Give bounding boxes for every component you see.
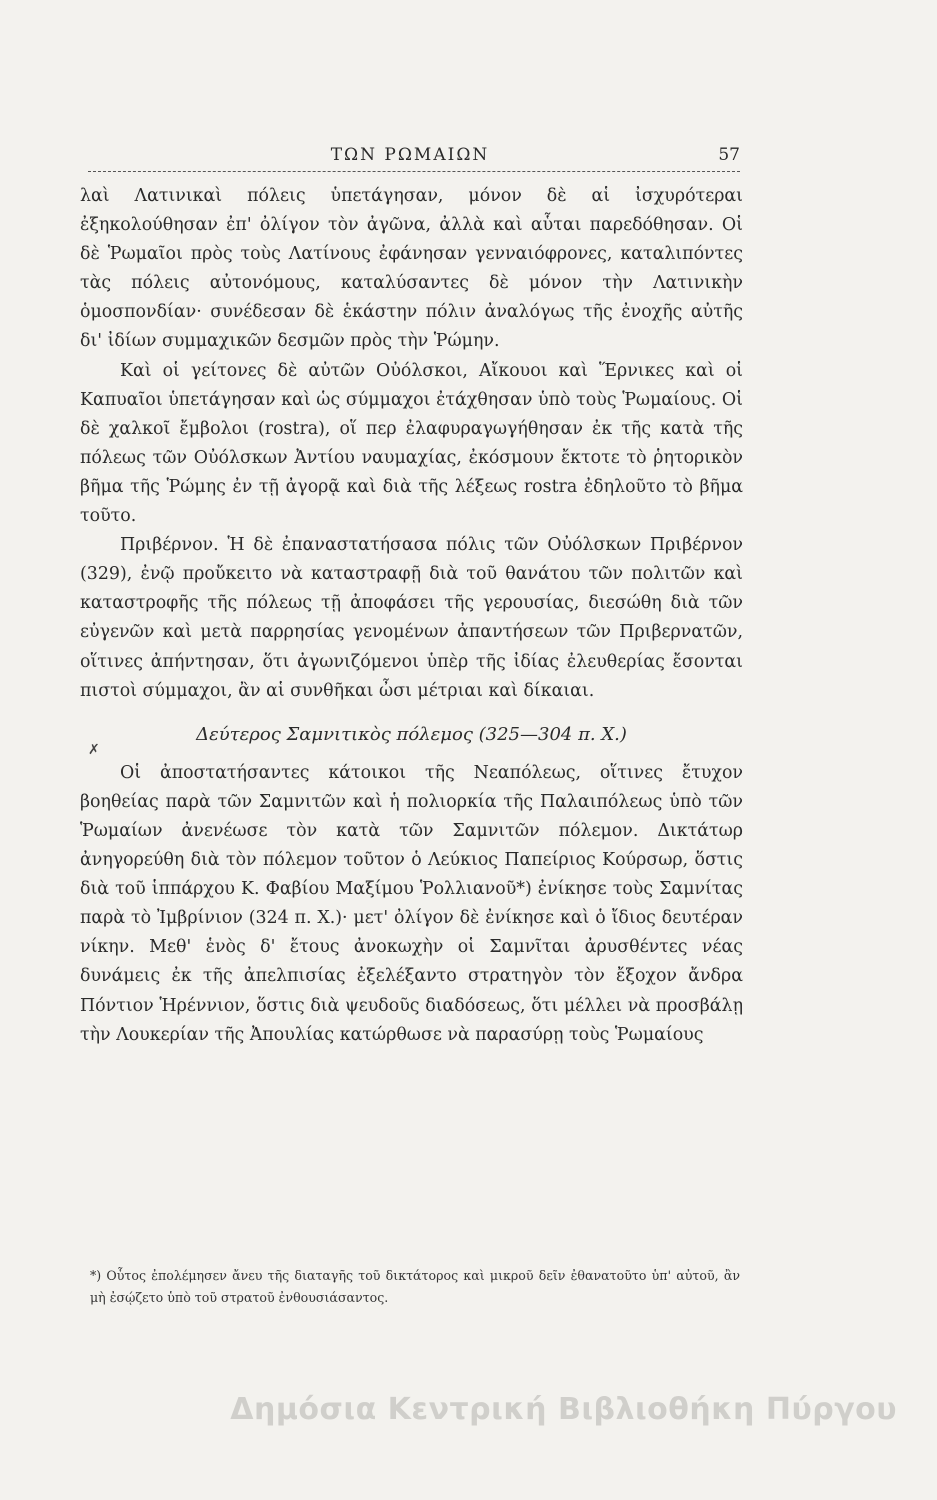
footnote-text: *) Οὗτος ἐπολέμησεν ἄνευ τῆς διαταγῆς τοῦ δικτάτορος καὶ μικροῦ δεῖν ἐθανατοῦτο ὑπ' αὐτοῦ, ἂν μὴ ἐσῴζετο ὑπὸ τοῦ στρατοῦ ἐνθουσιάσαντος. — [90, 1268, 740, 1305]
paragraph-3: Πριβέρνον. Ἡ δὲ ἐπαναστατήσασα πόλις τῶν Οὐόλσκων Πριβέρνον (329), ἐνῷ προὔκειτο νὰ καταστραφῇ διὰ τοῦ θανάτου τῶν πολιτῶν καὶ καταστροφῆς τῆς πόλεως τῇ ἀποφάσει τῆς γερουσίας, διεσώθη διὰ τῶν εὐγενῶν καὶ μετὰ παρρησίας γενομένων ἀπαντήσεων τῶν Πριβερνατῶν, οἵτινες ἀπήντησαν, ὅτι ἀγωνιζόμενοι ὑπὲρ τῆς ἰδίας ἐλευθερίας ἔσονται πιστοὶ σύμμαχοι, ἂν αἱ συνθῆκαι ὦσι μέτριαι καὶ δίκαιαι. — [80, 535, 743, 701]
header-rule — [88, 171, 740, 172]
paragraph-1: λαὶ Λατινικαὶ πόλεις ὑπετάγησαν, μόνον δὲ αἱ ἰσχυρότεραι ἐξηκολούθησαν ἐπ' ὀλίγον τὸν ἀγῶνα, ἀλλὰ καὶ αὗται παρεδόθησαν. Οἱ δὲ Ῥωμαῖοι πρὸς τοὺς Λατίνους ἐφάνησαν γενναιόφρονες, καταλιπόντες τὰς πόλεις αὐτονόμους, καταλύσαντες δὲ μόνον τὴν Λατινικὴν ὁμοσπονδίαν· συνέδεσαν δὲ ἑκάστην πόλιν ἀναλόγως τῆς ἐνοχῆς αὐτῆς δι' ἰδίων συμμαχικῶν δεσμῶν πρὸς τὴν Ῥώμην. — [80, 186, 743, 352]
running-title: ΤΩΝ ΡΩΜΑΙΩΝ — [330, 145, 490, 165]
section-heading-text: Δεύτερος Σαμνιτικὸς πόλεμος (325—304 π. Χ.) — [196, 723, 627, 745]
paragraph-2: Καὶ οἱ γείτονες δὲ αὐτῶν Οὐόλσκοι, Αἴκουοι καὶ Ἕρνικες καὶ οἱ Καπυαῖοι ὑπετάγησαν καὶ ὡς σύμμαχοι ἐτάχθησαν ὑπὸ τοὺς Ῥωμαίους. Οἱ δὲ χαλκοῖ ἔμβολοι (rostra), οἵ περ ἐλαφυραγωγήθησαν ἐκ τῆς κατὰ τῆς πόλεως τῶν Οὐόλσκων Ἀντίου ναυμαχίας, ἐκόσμουν ἔκτοτε τὸ ῥητορικὸν βῆμα τῆς Ῥώμης ἐν τῇ ἀγορᾷ καὶ διὰ τῆς λέξεως rostra ἐδηλοῦτο τὸ βῆμα τοῦτο. — [80, 360, 743, 527]
page-header — [80, 145, 740, 175]
section-heading — [80, 720, 743, 758]
body-text — [80, 182, 743, 1050]
library-watermark: Δημόσια Κεντρική Βιβλιοθήκη Πύργου — [230, 1392, 897, 1427]
paragraph-4: Οἱ ἀποστατήσαντες κάτοικοι τῆς Νεαπόλεως, οἵτινες ἔτυχον βοηθείας παρὰ τῶν Σαμνιτῶν καὶ ἡ πολιορκία τῆς Παλαιπόλεως ὑπὸ τῶν Ῥωμαίων ἀνενέωσε τὸν κατὰ τῶν Σαμνιτῶν πόλεμον. Δικτάτωρ ἀνηγορεύθη διὰ τὸν πόλεμον τοῦτον ὁ Λεύκιος Παπείριος Κούρσωρ, ὅστις διὰ τοῦ ἱππάρχου Κ. Φαβίου Μαξίμου Ῥολλιανοῦ*) ἐνίκησε τοὺς Σαμνίτας παρὰ τὸ Ἰμβρίνιον (324 π. Χ.)· μετ' ὀλίγον δὲ ἐνίκησε καὶ ὁ ἴδιος δευτέραν νίκην. Μεθ' ἑνὸς δ' ἔτους ἀνοκωχὴν οἱ Σαμνῖται ἀρυσθέντες νέας δυνάμεις ἐκ τῆς ἀπελπισίας ἐξελέξαντο στρατηγὸν τὸν ἔξοχον ἄνδρα Πόντιον Ἡρέννιον, ὅστις διὰ ψευδοῦς διαδόσεως, ὅτι μέλλει νὰ προσβάλῃ τὴν Λουκερίαν τῆς Ἀπουλίας κατώρθωσε νὰ παρασύρῃ τοὺς Ῥωμαίους — [80, 762, 743, 1045]
page-number: 57 — [718, 145, 740, 165]
footnote — [90, 1265, 740, 1309]
section-mark: ✗ — [88, 741, 100, 758]
